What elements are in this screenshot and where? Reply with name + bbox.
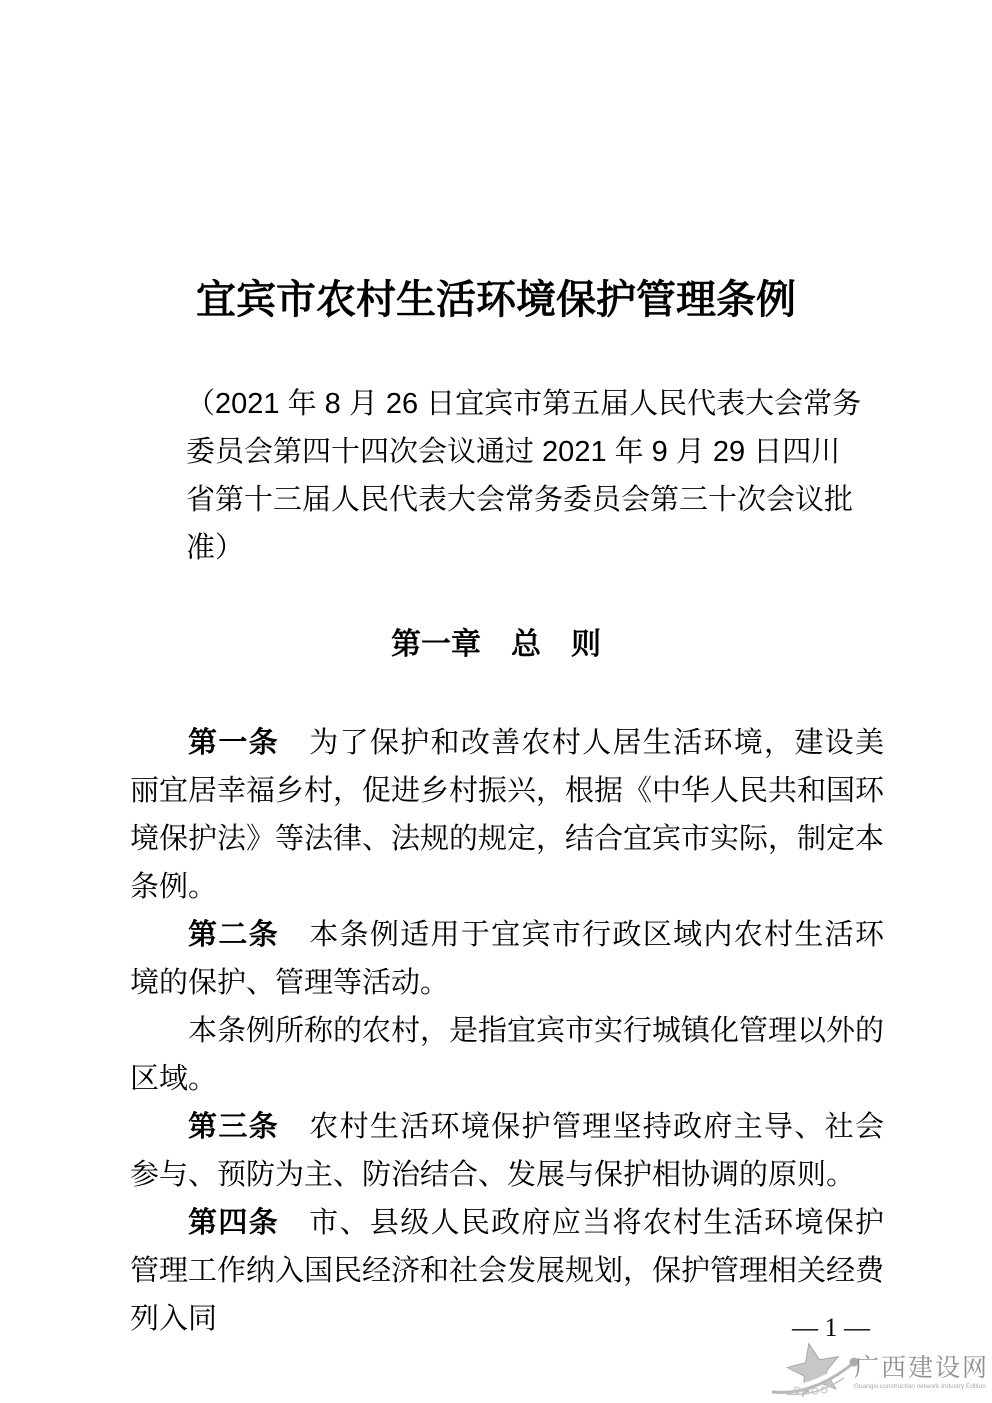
preamble-line: 委员会第四十四次会议通过 2021 年 9 月 29 日四川 <box>186 436 841 468</box>
article-text: 农村生活环境保护管理坚持政府主导、社会参与、预防为主、防治结合、发展与保护相协调的原则。 <box>130 1111 884 1191</box>
star-swoosh-icon <box>766 1338 866 1400</box>
article-paragraph <box>130 1199 884 1343</box>
document-title: 宜宾市农村生活环境保护管理条例 <box>196 278 796 322</box>
page-number: — 1 — <box>792 1313 870 1342</box>
article-number-label: 第一条 <box>188 727 310 759</box>
article-number-label: 第二条 <box>188 919 310 951</box>
watermark-text <box>854 1356 992 1392</box>
article-paragraph <box>130 1007 884 1103</box>
article-text: 市、县级人民政府应当将农村生活环境保护管理工作纳入国民经济和社会发展规划，保护管理相关经费列入同 <box>130 1207 885 1335</box>
article-body <box>130 719 884 1343</box>
article-paragraph <box>130 1103 884 1199</box>
article-text: 本条例所称的农村，是指宜宾市实行城镇化管理以外的区域。 <box>130 1015 885 1095</box>
article-paragraph <box>130 911 884 1007</box>
preamble-line: （2021 年 8 月 26 日宜宾市第五届人民代表大会常务 <box>186 388 862 420</box>
article-paragraph <box>130 719 884 911</box>
watermark <box>766 1336 992 1400</box>
article-number-label: 第三条 <box>188 1111 310 1143</box>
article-text: 为了保护和改善农村人居生活环境，建设美丽宜居幸福乡村，促进乡村振兴，根据《中华人民共和国环境保护法》等法律、法规的规定，结合宜宾市实际，制定本条例。 <box>130 727 885 903</box>
article-text: 本条例适用于宜宾市行政区域内农村生活环境的保护、管理等活动。 <box>130 919 884 999</box>
preamble-block <box>186 380 862 572</box>
preamble-line: 省第十三届人民代表大会常务委员会第三十次会议批 <box>186 484 854 516</box>
watermark-tagline: Guangxi construction network Industry Edition <box>854 1382 986 1390</box>
preamble-line: 准） <box>186 532 245 564</box>
chapter-heading: 第一章 总 则 <box>391 628 601 661</box>
watermark-site-name: 广西建设网 <box>854 1355 990 1382</box>
article-number-label: 第四条 <box>188 1207 310 1239</box>
